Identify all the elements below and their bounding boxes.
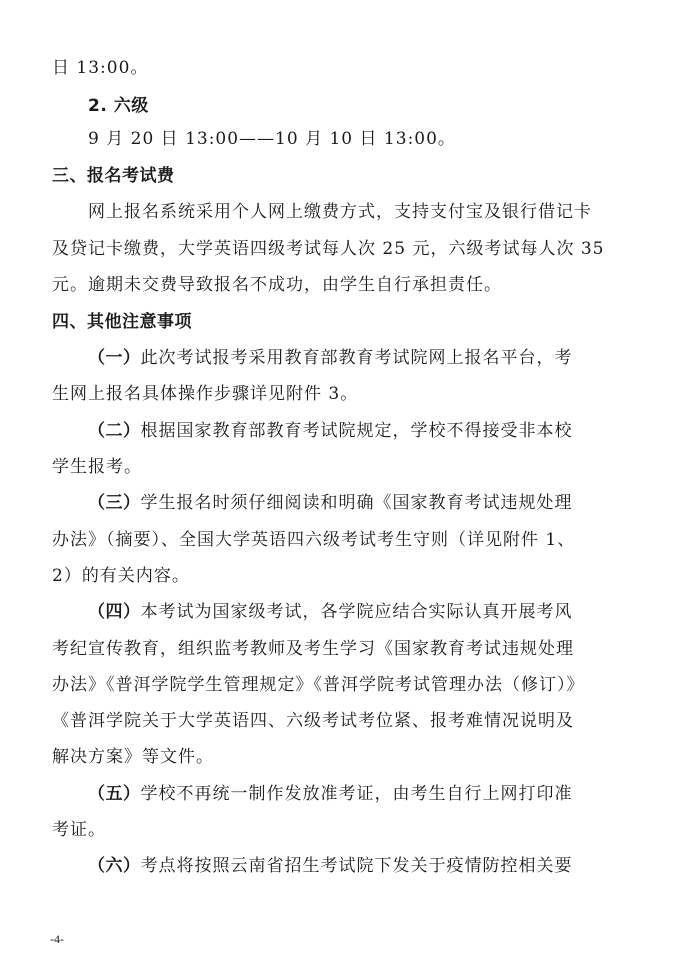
subsection-heading-level-6: 2. 六级 [88, 96, 149, 116]
section-heading-fee: 三、报名考试费 [52, 166, 175, 186]
paragraph-item-3-line-1: （三）学生报名时须仔细阅读和明确《国家教育考试违规处理 [88, 493, 573, 513]
paragraph-item-4-line-5: 解决方案》等文件。 [52, 747, 214, 767]
paragraph-item-6-line-1: （六）考点将按照云南省招生考试院下发关于疫情防控相关要 [88, 856, 573, 876]
section-heading-notes: 四、其他注意事项 [52, 312, 192, 332]
paragraph-item-4-line-1: （四）本考试为国家级考试，各学院应结合实际认真开展考风 [88, 602, 573, 622]
page-number: -4- [50, 932, 64, 946]
paragraph-item-2-line-1: （二）根据国家教育部教育考试院规定，学校不得接受非本校 [88, 421, 573, 441]
item-label-5: （五） [88, 784, 141, 804]
paragraph-item-2-line-2: 学生报考。 [52, 457, 142, 477]
item-label-6: （六） [88, 856, 141, 876]
paragraph-item-5-line-2: 考证。 [52, 820, 106, 840]
item-label-2: （二） [88, 421, 141, 441]
item-label-1: （一） [88, 348, 141, 368]
paragraph-item-4-line-2: 考纪宣传教育，组织监考教师及考生学习《国家教育考试违规处理 [52, 639, 574, 659]
paragraph-item-1-line-1: （一）此次考试报考采用教育部教育考试院网上报名平台，考 [88, 348, 573, 368]
paragraph-fee-line-3: 元。逾期未交费导致报名不成功，由学生自行承担责任。 [52, 275, 502, 295]
paragraph-item-4-line-4: 《普洱学院关于大学英语四、六级考试考位紧、报考难情况说明及 [52, 711, 574, 731]
text-line-1: 日 13:00。 [52, 58, 149, 78]
paragraph-fee-line-1: 网上报名系统采用个人网上缴费方式，支持支付宝及银行借记卡 [88, 202, 592, 222]
paragraph-item-4-line-3: 办法》《普洱学院学生管理规定》《普洱学院考试管理办法（修订）》 [52, 675, 585, 695]
paragraph-item-3-line-2: 办法》（摘要）、全国大学英语四六级考试考生守则（详见附件 1、 [52, 530, 576, 550]
item-label-3: （三） [88, 493, 141, 513]
paragraph-item-3-line-3: 2）的有关内容。 [52, 566, 190, 586]
paragraph-item-1-line-2: 生网上报名具体操作步骤详见附件 3。 [52, 384, 359, 404]
item-label-4: （四） [88, 602, 141, 622]
text-line-cet6-dates: 9 月 20 日 13:00——10 月 10 日 13:00。 [88, 129, 456, 149]
paragraph-fee-line-2: 及贷记卡缴费，大学英语四级考试每人次 25 元，六级考试每人次 35 [52, 239, 605, 259]
paragraph-item-5-line-1: （五）学校不再统一制作发放准考证，由考生自行上网打印准 [88, 784, 573, 804]
